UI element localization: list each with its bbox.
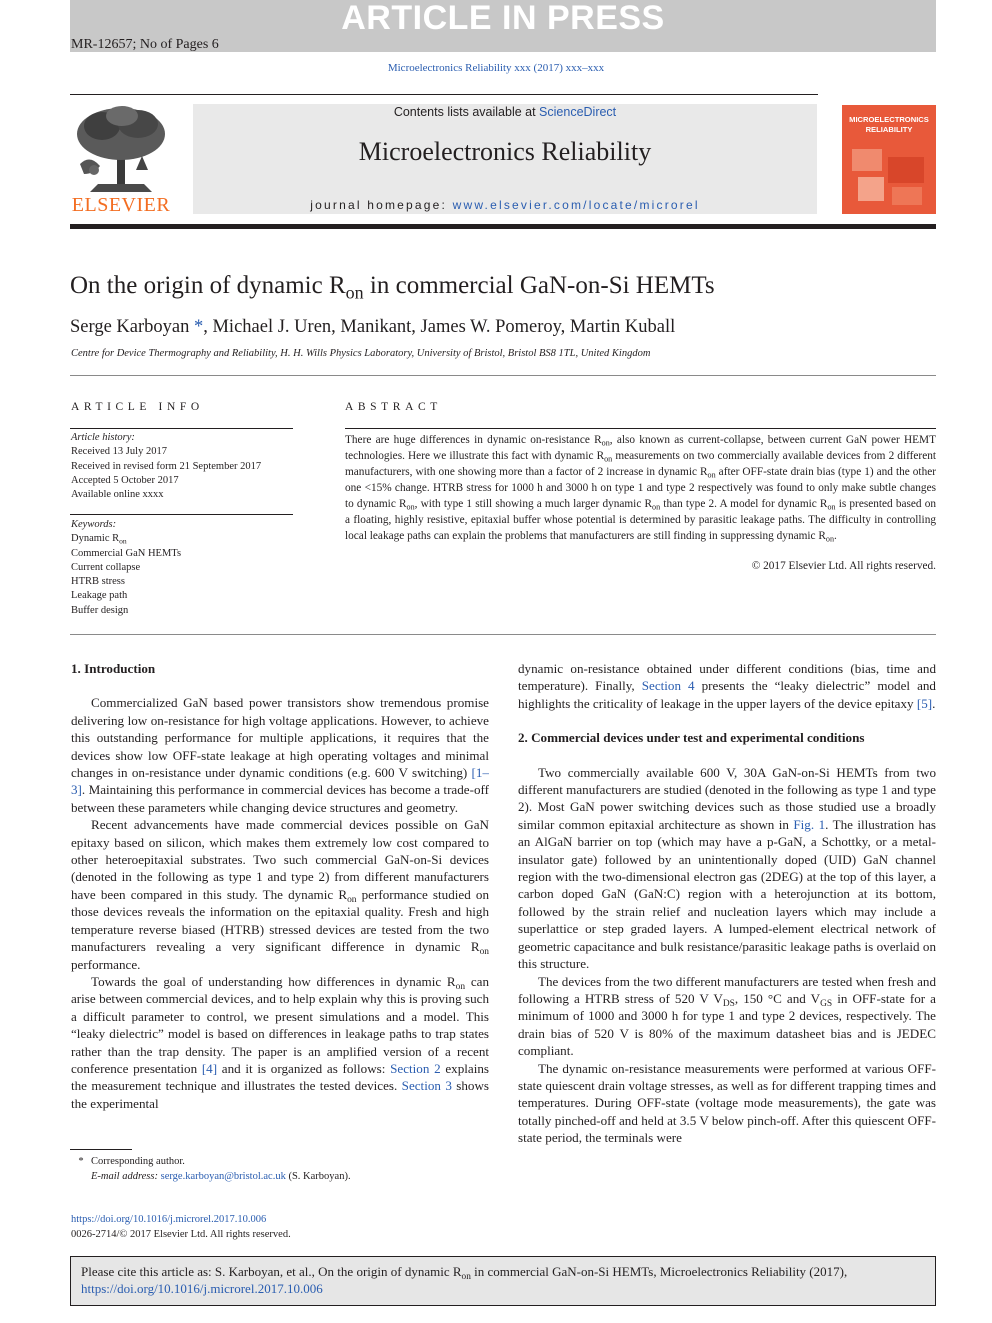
author-list	[70, 317, 675, 338]
article-in-press-banner: ARTICLE IN PRESS	[70, 0, 936, 52]
body-right-column	[518, 660, 936, 1185]
article-title	[70, 272, 715, 303]
header-rule	[70, 94, 818, 95]
paragraph: Two commercially available 600 V, 30A GaN-on-Si HEMTs from two different manufacturers are studied (denoted in the following as type 1 and type 2). Most GaN power switching devices such as those studied use a broadly similar common epitaxial architecture as shown in Fig. 1. The illustration has an AlGaN barrier on top (which may have a p-GaN, a Schottky, or a metal-insulator gate) followed by an unintentionally doped (UID) GaN channel region with the two-dimensional electron gas (2DEG) at the top of this layer, a carbon doped GaN (GaN:C) region with a heterojunction at its bottom, followed by the strain relief and nucleation layers which may include a superlattice or step graded layers. A lumped-element electrical network of geometric capacitance and bulk resistance/parasitic leakage paths is overlaid on this structure.	[518, 764, 936, 972]
keyword-item: Buffer design	[71, 604, 129, 616]
keyword-item	[71, 532, 181, 546]
elsevier-wordmark: ELSEVIER	[71, 194, 171, 216]
article-info-heading: ARTICLE INFO	[71, 401, 204, 413]
paragraph: Recent advancements have made commercial devices possible on GaN epitaxy based on silicon, which makes them extremely low cost compared to other heteroepitaxial substrates. Two such commercial GaN-on-Si devices (denoted in the following as type 1 and type 2) from different manufacturers have been compared in this study. The dynamic $R_{on}$ performance studied on those devices reveals the information on the epitaxial quality. Fresh and high temperature reverse biased (HTRB) stressed devices are tested from the two manufacturers revealing a very significant difference in dynamic $R_{on}$ performance.	[71, 817, 489, 972]
issn-line: 0026-2714/© 2017 Elsevier Ltd. All rights reserved.	[71, 1229, 291, 1240]
section-heading: 2. Commercial devices under test and experimental conditions	[518, 730, 865, 746]
paragraph: dynamic on-resistance obtained under different conditions (bias, time and temperature). Finally, Section 4 presents the “leaky dielectric” model and highlights the criticality of leakage in the upper layers of the device epitaxy [5].	[518, 661, 936, 711]
history-item: Received 13 July 2017	[71, 446, 167, 458]
footnote-star: *	[78, 1156, 84, 1167]
footnote-rule	[70, 1149, 132, 1150]
contents-prefix: Contents lists available at	[393, 105, 540, 119]
history-item: Available online xxxx	[71, 489, 164, 501]
keywords-list	[71, 518, 181, 618]
abstract-heading: ABSTRACT	[345, 401, 442, 413]
figure-link[interactable]: Fig. 1	[793, 816, 826, 832]
paragraph: The devices from the two different manufacturers are tested when fresh and following a HTRB stress of 520 V $V_{DS}$, 150 °C and $V_{GS}$ in OFF-state for a minimum of 1000 and 3000 h for type 1 and type 2 devices, respectively. The drain bias of 520 V is 80% of the maximum datasheet bias and is JEDEC compliant.	[518, 973, 936, 1059]
history-item: Received in revised form 21 September 2017	[71, 460, 262, 472]
cover-title-line2: RELIABILITY	[865, 125, 913, 134]
keyword-item: Current collapse	[71, 561, 141, 573]
section-heading: 1. Introduction	[71, 661, 156, 676]
homepage-line	[193, 198, 817, 212]
section-link[interactable]: Section 2	[390, 1060, 441, 1076]
header-thick-rule	[70, 224, 936, 229]
article-info-rule	[70, 428, 293, 429]
homepage-link[interactable]: www.elsevier.com/locate/microrel	[452, 198, 700, 212]
corresponding-author-marker[interactable]: *	[189, 317, 204, 337]
journal-cover-thumbnail[interactable]	[842, 95, 936, 214]
citation-link[interactable]: [1–3]	[71, 765, 489, 798]
affiliation: Centre for Device Thermography and Reliability, H. H. Wills Physics Laboratory, University of Bristol, Bristol BS8 1TL, United Kingdom	[71, 348, 651, 359]
paragraph: The dynamic on-resistance measurements were performed at various OFF-state quiescent drain voltage stresses, as well as for different trapping times and temperatures. During OFF-state (voltage mode measurements), the gate was totally pinched-off and held at 3.5 V below pinch-off. After this quiescent OFF-state period, the terminals were	[518, 1060, 936, 1146]
title-part-1: On the origin of dynamic R	[70, 272, 346, 299]
cover-pattern-icon	[848, 143, 930, 209]
cover-title	[846, 115, 932, 135]
footnote-label: Corresponding author.	[91, 1156, 185, 1167]
footnote-email-line	[71, 1169, 351, 1184]
history-label: Article history:	[71, 432, 135, 443]
article-history	[71, 431, 261, 502]
section-rule	[70, 634, 936, 635]
title-subscript: on	[345, 282, 364, 303]
title-part-2: in commercial GaN-on-Si HEMTs	[363, 272, 715, 299]
journal-reference-link[interactable]: Microelectronics Reliability xxx (2017) xxx–xxx	[387, 62, 605, 74]
journal-name: Microelectronics Reliability	[358, 137, 652, 166]
keyword-text: Dynamic R	[71, 533, 120, 545]
keywords-rule	[70, 514, 293, 515]
keyword-subscript: on	[119, 536, 127, 546]
history-item: Accepted 5 October 2017	[71, 474, 179, 486]
section-link[interactable]: Section 4	[641, 678, 695, 694]
cover-title-line1: MICROELECTRONICS	[849, 115, 929, 124]
abstract-copyright: © 2017 Elsevier Ltd. All rights reserved.	[751, 560, 936, 572]
author-first[interactable]: Serge Karboyan	[70, 317, 190, 337]
keyword-item: Leakage path	[71, 590, 128, 602]
paragraph: Commercialized GaN based power transistors show tremendous promise delivering low on-resistance for high voltage applications. However, to achieve this outstanding performance for multiple applications, it requires that the devices show low OFF-state leakage at high operating voltages and minimal changes in on-resistance under dynamic conditions (e.g. 600 V switching) [1–3]. Maintaining this performance in commercial devices has become a trade-off between these parameters while changing device structures and geometry.	[71, 695, 489, 815]
email-suffix: (S. Karboyan).	[285, 1171, 351, 1182]
footnote	[71, 1154, 351, 1184]
citation-text: Please cite this article as: S. Karboyan, et al., On the origin of dynamic $R_{on}$ in commercial GaN-on-Si HEMTs, Microelectronics Reliability (2017), https://doi.org/10.1016/j.microrel.2017.10.006	[81, 1264, 848, 1296]
sciencedirect-link[interactable]: ScienceDirect	[539, 105, 617, 119]
doi-link[interactable]: https://doi.org/10.1016/j.microrel.2017.10.006	[71, 1214, 267, 1225]
abstract-rule	[345, 428, 936, 429]
footnote-line	[71, 1154, 351, 1169]
author-rest: , Michael J. Uren, Manikant, James W. Pomeroy, Martin Kuball	[203, 317, 676, 337]
section-link[interactable]: Section 3	[401, 1078, 452, 1094]
email-link[interactable]: serge.karboyan@bristol.ac.uk	[160, 1171, 286, 1182]
cover-top-strip	[842, 95, 936, 105]
contents-line	[193, 105, 817, 119]
citation-doi-link[interactable]: https://doi.org/10.1016/j.microrel.2017.10.006	[81, 1281, 323, 1296]
email-label: E-mail address:	[91, 1171, 161, 1182]
keyword-item: HTRB stress	[71, 576, 125, 588]
citation-link[interactable]: [4]	[201, 1060, 218, 1076]
keyword-item: Commercial GaN HEMTs	[71, 547, 182, 559]
homepage-prefix: journal homepage:	[310, 198, 453, 212]
keywords-label: Keywords:	[71, 519, 117, 530]
abstract-text: There are huge differences in dynamic on-resistance $R_{on}$, also known as current-collapse, between current GaN power HEMT technologies. Here we illustrate this fact with dynamic $R_{on}$ measurements on two commercially available devices from 2 different manufacturers, with one showing more than a factor of 2 increase in dynamic $R_{on}$ after OFF-state drain bias (type 1) and the other one <15% change. HTRB stress for 1000 h and 3000 h on type 1 and type 2 respectively was found to only make subtle changes to dynamic $R_{on}$, with type 1 still showing a much larger dynamic $R_{on}$ than type 2. A model for dynamic $R_{on}$ is presented based on a floating, highly resistive, epitaxial buffer whose potential is determined by parasitic leakage paths. The difficulty in controlling local leakage paths can explain the problems that manufacturers are still finding in suppressing dynamic $R_{on}$.	[345, 434, 936, 544]
manuscript-id: MR-12657; No of Pages 6	[71, 37, 219, 52]
citation-link[interactable]: [5]	[916, 695, 933, 711]
paragraph: Towards the goal of understanding how differences in dynamic $R_{on}$ can arise between commercial devices, and to help explain why this is proving such a difficult parameter to control, we present simulations and a model. This “leaky dielectric” model is based on differences in leakage paths to trap states rather than the trap density. The paper is an amplified version of a recent conference presentation [4] and it is organized as follows: Section 2 explains the measurement technique and illustrates the tested devices. Section 3 shows the experimental	[71, 973, 489, 1111]
body-left-column	[71, 660, 489, 1132]
section-rule	[70, 375, 936, 376]
